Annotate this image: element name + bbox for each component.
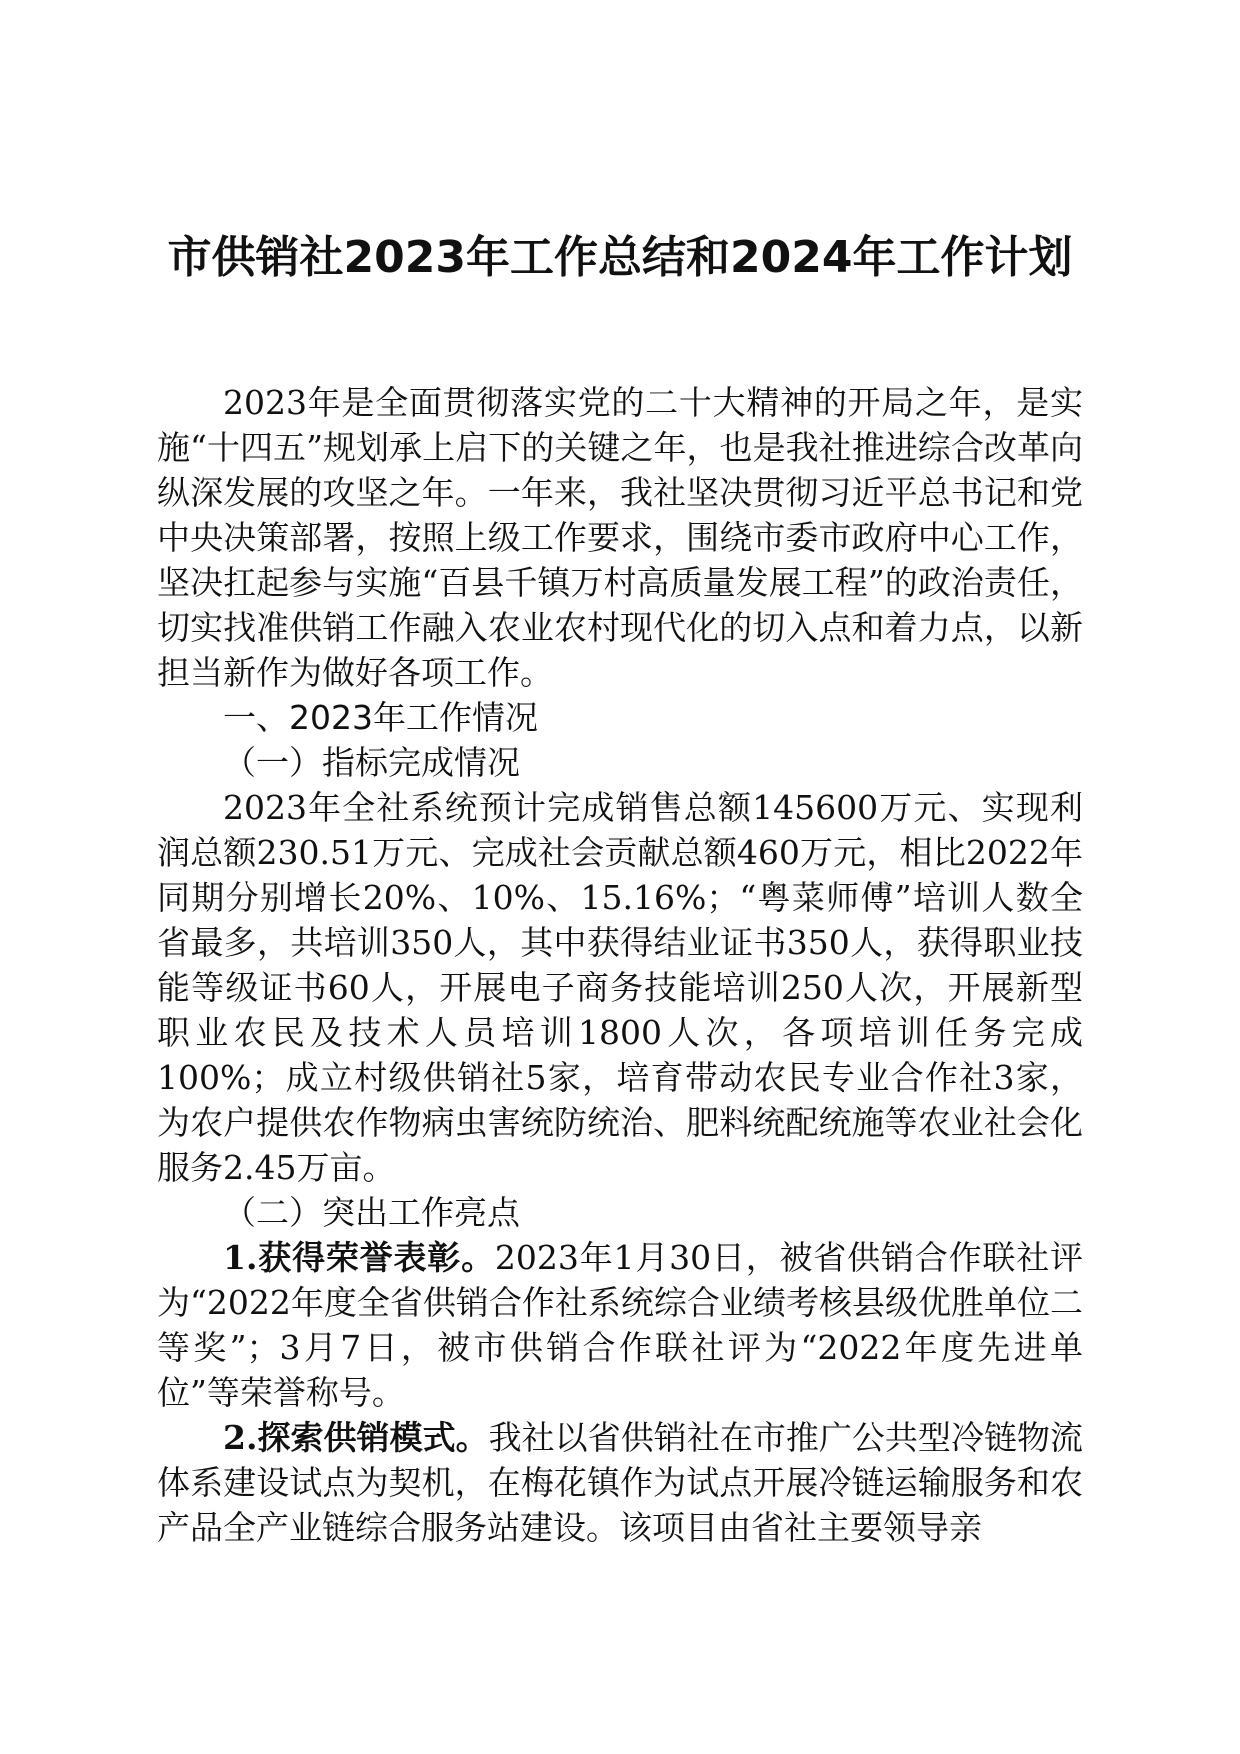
document-title: 市供销社2023年工作总结和2024年工作计划 (167, 232, 1073, 283)
highlight-item-model-text: 我社以省供销社在市推广公共型冷链物流体系建设试点为契机，在梅花镇作为试点开展冷链运输服务和农产品全产业链综合服务站建设。该项目由省社主要领导亲 (157, 1418, 1084, 1547)
highlight-item-honors (157, 1235, 1083, 1415)
highlight-item-honors-lead: 1.获得荣誉表彰。 (223, 1238, 495, 1277)
highlight-item-honors-text: 2023年1月30日，被省供销合作联社评为“2022年度全省供销合作社系统综合业绩考核县级优胜单位二等奖”；3月7日，被市供销合作联社评为“2022年度先进单位”等荣誉称号。 (157, 1238, 1083, 1412)
intro-paragraph: 2023年是全面贯彻落实党的二十大精神的开局之年，是实施“十四五”规划承上启下的关键之年，也是我社推进综合改革向纵深发展的攻坚之年。一年来，我社坚决贯彻习近平总书记和党中央决策部署，按照上级工作要求，围绕市委市政府中心工作，坚决扛起参与实施“百县千镇万村高质量发展工程”的政治责任，切实找准供销工作融入农业农村现代化的切入点和着力点，以新担当新作为做好各项工作。 (157, 383, 1083, 692)
indicators-paragraph: 2023年全社系统预计完成销售总额145600万元、实现利润总额230.51万元、完成社会贡献总额460万元，相比2022年同期分别增长20%、10%、15.16%；“粤菜师傅”培训人数全省最多，共培训350人，其中获得结业证书350人，获得职业技能等级证书60人，开展电子商务技能培训250人次，开展新型职业农民及技术人员培训1800人次，各项培训任务完成100%；成立村级供销社5家，培育带动农民专业合作社3家，为农户提供农作物病虫害统防统治、肥料统配统施等农业社会化服务2.45万亩。 (157, 788, 1083, 1187)
highlight-item-model-lead: 2.探索供销模式。 (223, 1418, 489, 1457)
document-body (157, 380, 1083, 1550)
highlight-item-model (157, 1415, 1083, 1550)
section-heading-work-2023: 一、2023年工作情况 (223, 698, 538, 737)
subsection-heading-highlights: （二）突出工作亮点 (223, 1193, 520, 1232)
subsection-heading-indicators: （一）指标完成情况 (223, 743, 520, 782)
